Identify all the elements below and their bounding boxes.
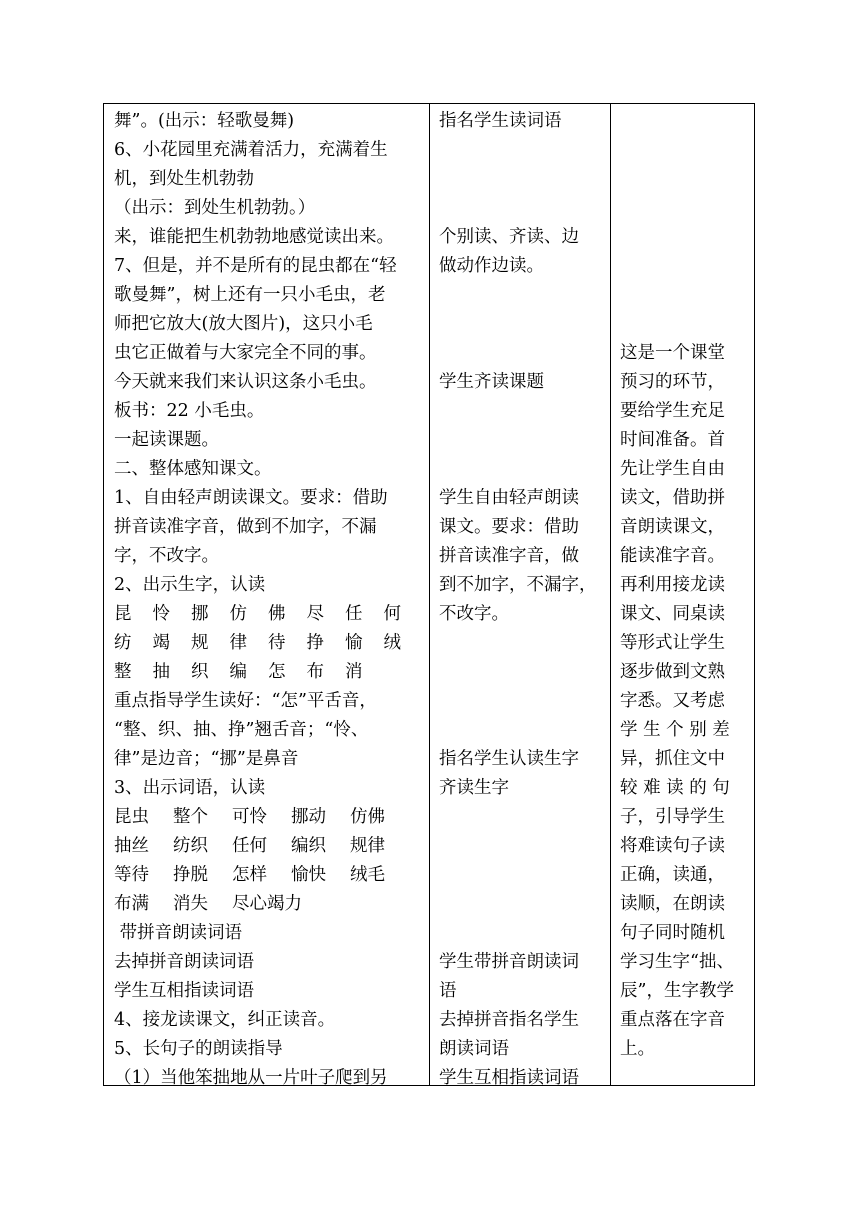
design-note-line: 重点落在字音 xyxy=(620,1010,725,1030)
text-line: 来，谁能把生机勃勃地感觉读出来。 xyxy=(114,227,394,247)
design-note-line: 句子同时随机 xyxy=(620,923,725,943)
text-line: 拼音读准字音，做到不加字，不漏 xyxy=(114,517,377,537)
character: 昆 xyxy=(114,604,132,624)
design-note-line xyxy=(620,136,752,165)
vocab-word: 尽心竭力 xyxy=(232,894,302,914)
text-line: 机，到处生机勃勃 xyxy=(114,169,254,189)
design-intent-column xyxy=(620,107,752,1064)
text-line: 学生互相指读词语 xyxy=(114,981,254,1001)
character: 整 xyxy=(114,662,132,682)
design-note-line: 较 难 读 的 句 xyxy=(620,778,730,798)
character: 规 xyxy=(191,633,209,653)
student-activity-line: 不改字。 xyxy=(439,604,509,624)
vocab-word: 抽丝 xyxy=(114,836,149,856)
vocab-word-row xyxy=(114,861,436,890)
text-line: 3、出示词语，认读 xyxy=(114,778,266,798)
character: 织 xyxy=(191,662,209,682)
character-row xyxy=(114,600,436,629)
character: 怜 xyxy=(152,604,170,624)
student-activity-line: 到不加字，不漏字， xyxy=(439,575,597,595)
text-line: “整、织、抽、挣”翘舌音；“怜、 xyxy=(114,720,369,740)
student-activity-line: 学生带拼音朗读词 xyxy=(439,952,579,972)
character: 绒 xyxy=(383,633,401,653)
design-note-line: 音朗读课文， xyxy=(620,517,725,537)
character: 律 xyxy=(229,633,247,653)
student-activity-line xyxy=(439,629,609,658)
character: 消 xyxy=(345,662,363,682)
text-line: 重点指导学生读好：“怎”平舌音， xyxy=(114,691,377,711)
vocab-word: 仿佛 xyxy=(350,807,385,827)
student-activity-line xyxy=(439,281,609,310)
design-note-line: 先让学生自由 xyxy=(620,459,725,479)
student-activity-line: 语 xyxy=(439,981,457,1001)
student-activity-line xyxy=(439,716,609,745)
vocab-word: 绒毛 xyxy=(350,865,385,885)
student-activity-line: 做动作边读。 xyxy=(439,256,544,276)
text-line: 1、自由轻声朗读课文。要求：借助 xyxy=(114,488,388,508)
text-line: 舞”。(出示：轻歌曼舞) xyxy=(114,111,295,131)
design-note-line: 读文，借助拼 xyxy=(620,488,725,508)
student-activity-line xyxy=(439,658,609,687)
student-activity-line: 齐读生字 xyxy=(439,778,509,798)
student-activity-line xyxy=(439,687,609,716)
vocab-word: 任何 xyxy=(232,836,267,856)
vocab-word: 挣脱 xyxy=(173,865,208,885)
text-line: 5、长句子的朗读指导 xyxy=(114,1039,283,1059)
text-line: 6、小花园里充满着活力，充满着生 xyxy=(114,140,388,160)
design-note-line: 异，抓住文中 xyxy=(620,749,725,769)
student-activity-column xyxy=(439,107,609,1093)
design-note-line xyxy=(620,252,752,281)
text-line: 一起读课题。 xyxy=(114,430,219,450)
lesson-plan-table xyxy=(103,103,755,1086)
design-note-line: 辰”，生字教学 xyxy=(620,981,734,1001)
vocab-word: 整个 xyxy=(173,807,208,827)
character: 待 xyxy=(268,633,286,653)
text-line: 4、接龙读课文，纠正读音。 xyxy=(114,1010,336,1030)
design-note-line: 能读准字音。 xyxy=(620,546,725,566)
design-note-line xyxy=(620,165,752,194)
design-note-line xyxy=(620,107,752,136)
vocab-word: 怎样 xyxy=(232,865,267,885)
student-activity-line: 学生齐读课题 xyxy=(439,372,544,392)
vocab-word: 挪动 xyxy=(291,807,326,827)
student-activity-line xyxy=(439,136,609,165)
text-line: 师把它放大(放大图片)，这只小毛 xyxy=(114,314,373,334)
character: 仿 xyxy=(229,604,247,624)
student-activity-line: 指名学生读词语 xyxy=(439,111,562,131)
student-activity-line: 去掉拼音指名学生 xyxy=(439,1010,579,1030)
character: 编 xyxy=(229,662,247,682)
teaching-process-column xyxy=(114,107,436,1093)
student-activity-line: 朗读词语 xyxy=(439,1039,509,1059)
student-activity-line: 学生自由轻声朗读 xyxy=(439,488,579,508)
design-note-line: 上。 xyxy=(620,1039,655,1059)
vocab-word: 布满 xyxy=(114,894,149,914)
text-line: 律”是边音；“挪”是鼻音 xyxy=(114,749,299,769)
character: 挣 xyxy=(306,633,324,653)
vocab-word-row xyxy=(114,832,436,861)
design-note-line: 这是一个课堂 xyxy=(620,343,725,363)
text-line: 带拼音朗读词语 xyxy=(114,923,243,943)
design-note-line xyxy=(620,281,752,310)
character: 纺 xyxy=(114,633,132,653)
student-activity-line: 拼音读准字音，做 xyxy=(439,546,579,566)
design-note-line: 等形式让学生 xyxy=(620,633,725,653)
student-activity-line xyxy=(439,861,609,890)
vocab-word: 规律 xyxy=(350,836,385,856)
vocab-word: 纺织 xyxy=(173,836,208,856)
design-note-line xyxy=(620,223,752,252)
character: 布 xyxy=(306,662,324,682)
text-line: 板书：22 小毛虫。 xyxy=(114,401,265,421)
design-note-line: 再利用接龙读 xyxy=(620,575,725,595)
text-line: （出示：到处生机勃勃。） xyxy=(114,198,316,218)
text-line: 2、出示生字，认读 xyxy=(114,575,266,595)
text-line: （1）当他笨拙地从一片叶子爬到另 xyxy=(114,1068,388,1088)
student-activity-line: 个别读、齐读、边 xyxy=(439,227,579,247)
text-line: 7、但是，并不是所有的昆虫都在“轻 xyxy=(114,256,397,276)
design-note-line: 将难读句子读 xyxy=(620,836,725,856)
design-note-line: 字悉。又考虑 xyxy=(620,691,725,711)
student-activity-line xyxy=(439,194,609,223)
character-row xyxy=(114,658,436,687)
student-activity-line xyxy=(439,455,609,484)
vocab-word-row xyxy=(114,890,436,919)
student-activity-line xyxy=(439,832,609,861)
column-divider xyxy=(610,104,611,1085)
text-line: 二、整体感知课文。 xyxy=(114,459,272,479)
design-note-line: 课文、同桌读 xyxy=(620,604,725,624)
vocab-word: 消失 xyxy=(173,894,208,914)
student-activity-line xyxy=(439,397,609,426)
design-note-line: 读顺，在朗读 xyxy=(620,894,725,914)
character: 挪 xyxy=(191,604,209,624)
text-line: 虫它正做着与大家完全不同的事。 xyxy=(114,343,377,363)
student-activity-line: 课文。要求：借助 xyxy=(439,517,579,537)
design-note-line: 要给学生充足 xyxy=(620,401,725,421)
student-activity-line xyxy=(439,919,609,948)
character: 怎 xyxy=(268,662,286,682)
vocab-word: 昆虫 xyxy=(114,807,149,827)
character: 抽 xyxy=(152,662,170,682)
design-note-line: 时间准备。首 xyxy=(620,430,725,450)
design-note-line: 学习生字“拙、 xyxy=(620,952,734,972)
design-note-line xyxy=(620,194,752,223)
design-note-line: 学 生 个 别 差 xyxy=(620,720,730,740)
design-note-line: 逐步做到文熟 xyxy=(620,662,725,682)
character: 尽 xyxy=(306,604,324,624)
vocab-word: 等待 xyxy=(114,865,149,885)
vocab-word-row xyxy=(114,803,436,832)
character: 竭 xyxy=(152,633,170,653)
character-row xyxy=(114,629,436,658)
text-line: 去掉拼音朗读词语 xyxy=(114,952,254,972)
vocab-word: 编织 xyxy=(291,836,326,856)
student-activity-line xyxy=(439,803,609,832)
design-note-line: 子，引导学生 xyxy=(620,807,725,827)
student-activity-line: 指名学生认读生字 xyxy=(439,749,579,769)
student-activity-line xyxy=(439,165,609,194)
character: 愉 xyxy=(345,633,363,653)
design-note-line: 预习的环节， xyxy=(620,372,725,392)
character: 任 xyxy=(345,604,363,624)
character: 佛 xyxy=(268,604,286,624)
text-line: 字，不改字。 xyxy=(114,546,219,566)
text-line: 歌曼舞”，树上还有一只小毛虫，老 xyxy=(114,285,386,305)
design-note-line: 正确，读通， xyxy=(620,865,725,885)
student-activity-line xyxy=(439,310,609,339)
vocab-word: 可怜 xyxy=(232,807,267,827)
text-line: 今天就来我们来认识这条小毛虫。 xyxy=(114,372,377,392)
design-note-line xyxy=(620,310,752,339)
student-activity-line xyxy=(439,426,609,455)
vocab-word: 愉快 xyxy=(291,865,326,885)
character: 何 xyxy=(383,604,401,624)
student-activity-line xyxy=(439,890,609,919)
student-activity-line: 学生互相指读词语 xyxy=(439,1068,579,1088)
student-activity-line xyxy=(439,339,609,368)
